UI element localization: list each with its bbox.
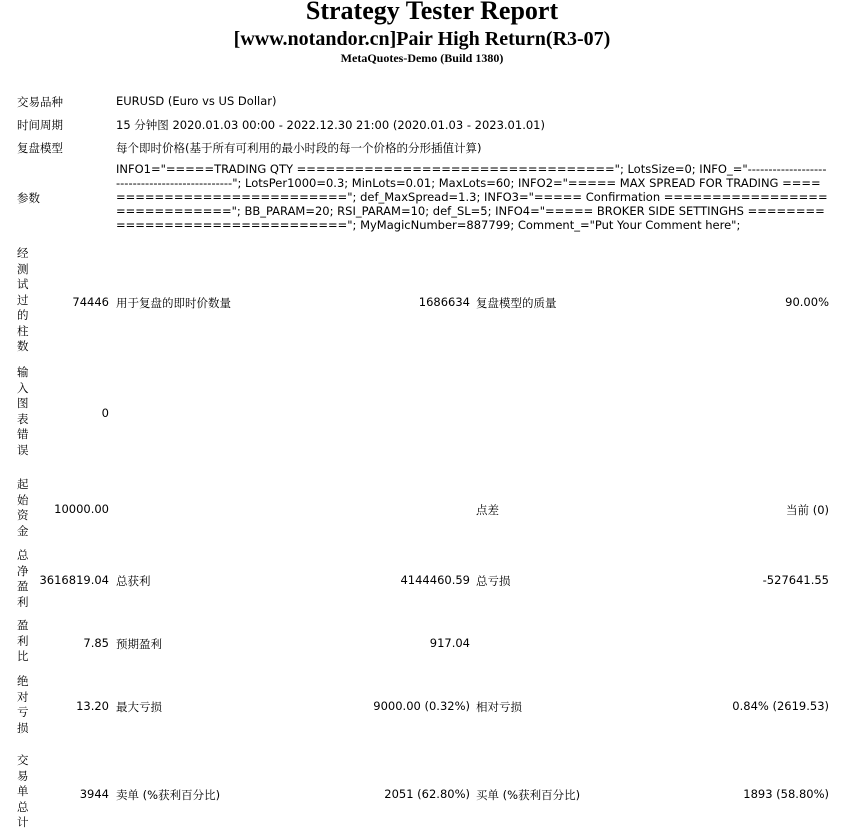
rel-drawdown-value: 0.84% (2619.53) [732,699,829,713]
max-drawdown-value: 9000.00 (0.32%) [373,699,470,713]
period-value: 15 分钟图 2020.01.03 00:00 - 2022.12.30 21:00 (2020.01.03 - 2023.01.01) [116,118,545,132]
params-label: 参数 [17,191,40,205]
gross-profit-label: 总获利 [116,574,151,588]
params-value: INFO1="=====TRADING QTY ================================="; LotsSize=0; INFO_="-----------------------------------------------"; LotsPer1000=0.3; MinLots=0.01; MaxLots=60; INFO2="===== MAX SPREAD FOR TRADING ============================"; def_MaxSpread=1.3; INFO3="===== Confirmation ============================="; BB_PARAM=20; RSI_PARAM=10; def_SL=5; INFO4="===== BROKER SIDE SETTINGHS ================================"; MyMagicNumber=887799; Comment_="Put Your Comment here"; [116,162,828,232]
spread-label: 点差 [476,503,499,517]
gross-loss-label: 总亏损 [476,574,511,588]
profit-factor-value: 7.85 [83,636,109,650]
total-trades-value: 3944 [79,787,109,801]
rel-drawdown-label: 相对亏损 [476,700,522,714]
deposit-label: 起始资金 [17,477,29,538]
long-positions-label: 买单 (%获利百分比) [476,788,581,802]
deposit-value: 10000.00 [54,502,109,516]
total-trades-label: 交易单总计 [17,753,29,829]
short-positions-label: 卖单 (%获利百分比) [116,788,221,802]
short-positions-value: 2051 (62.80%) [384,787,470,801]
report-title: Strategy Tester Report [305,0,559,25]
profit-factor-label: 盈利比 [17,618,29,663]
ticks-value: 1686634 [418,295,470,309]
abs-drawdown-label: 绝对亏损 [17,674,29,735]
bars-label: 经测试过的柱数 [17,246,29,353]
gross-profit-value: 4144460.59 [400,573,470,587]
expected-payoff-value: 917.04 [429,636,470,650]
expert-name: [www.notandor.cn]Pair High Return(R3-07) [233,28,611,50]
bars-value: 74446 [72,295,109,309]
period-label: 时间周期 [17,118,63,132]
symbol-label: 交易品种 [17,95,63,109]
max-drawdown-label: 最大亏损 [116,700,162,714]
long-positions-value: 1893 (58.80%) [743,787,829,801]
model-label: 复盘模型 [17,141,63,155]
gross-loss-value: -527641.55 [762,573,829,587]
expected-payoff-label: 预期盈利 [116,637,162,651]
quality-label: 复盘模型的质量 [476,296,557,310]
net-profit-label: 总净盈利 [17,548,29,609]
errors-label: 输入图表错误 [17,365,29,457]
ticks-label: 用于复盘的即时价数量 [116,296,231,310]
quality-value: 90.00% [785,295,829,309]
server-build: MetaQuotes-Demo (Build 1380) [340,51,504,65]
model-value: 每个即时价格(基于所有可利用的最小时段的每一个价格的分形插值计算) [116,141,482,155]
symbol-value: EURUSD (Euro vs US Dollar) [116,94,277,108]
spread-value: 当前 (0) [786,503,829,517]
net-profit-value: 3616819.04 [39,573,109,587]
errors-value: 0 [101,406,109,420]
abs-drawdown-value: 13.20 [76,699,109,713]
